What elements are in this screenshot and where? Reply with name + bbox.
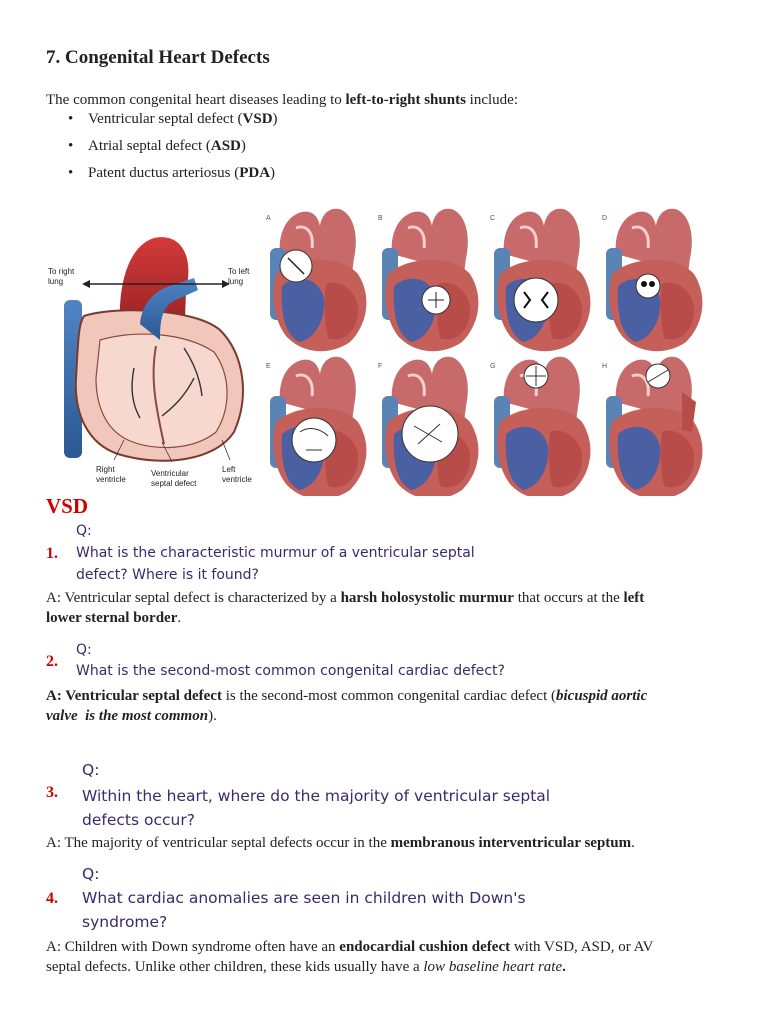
q3-number: 3.: [46, 784, 58, 801]
a3-bold: membranous interventricular septum: [390, 835, 632, 851]
bullet-text: ): [240, 138, 246, 154]
a1-bold-border: lower sternal border: [46, 610, 178, 626]
a4-text-line2: [46, 957, 736, 977]
heart-diagram: [44, 228, 256, 490]
label-to-right-lung-1: To right: [48, 267, 75, 276]
panel-label-g: G: [490, 363, 496, 370]
a2-mid: is the second-most common congenital cardiac defect (: [221, 688, 556, 704]
a4-bold: endocardial cushion defect: [339, 939, 511, 955]
defect-list: [60, 109, 278, 190]
vsd-panels: [262, 200, 724, 496]
bullet-bold: VSD: [242, 111, 273, 127]
label-to-left-lung-2: lung: [228, 277, 244, 286]
q3-label: Q:: [82, 761, 100, 779]
q1-line2: defect? Where is it found?: [76, 567, 259, 583]
list-item: [60, 109, 278, 136]
intro-bold: left-to-right shunts: [345, 92, 466, 108]
list-item: [60, 136, 278, 163]
q3-line2: defects occur?: [82, 811, 195, 829]
panel-b: [382, 209, 478, 351]
panel-label-f: F: [378, 363, 383, 370]
list-item: [60, 163, 278, 190]
q2-label: Q:: [76, 642, 92, 658]
a1-mid: that occurs at the: [513, 590, 624, 606]
a1-end: .: [177, 610, 182, 626]
bullet-text: Atrial septal defect (: [88, 138, 211, 154]
a2-text-line2: [46, 706, 217, 726]
section-heading-vsd: VSD: [46, 494, 89, 518]
bullet-text: Patent ductus arteriosus (: [88, 165, 240, 181]
a4-italic: low baseline heart rate: [423, 959, 563, 975]
a1-text-line2: [46, 608, 181, 628]
label-right-ventricle-2: ventricle: [96, 475, 126, 484]
label-left-ventricle-1: Left: [222, 465, 236, 474]
q1-label: Q:: [76, 523, 92, 539]
q4-line1: What cardiac anomalies are seen in children with Down's: [82, 889, 526, 907]
pointer-line: [222, 440, 230, 460]
panel-f: [382, 357, 478, 496]
panel-e: [270, 357, 366, 496]
a2-text: [46, 686, 726, 706]
bullet-text: ): [272, 111, 278, 127]
q1-line1: What is the characteristic murmur of a ventricular septal: [76, 545, 475, 561]
a4-mid: with VSD, ASD, or AV: [510, 939, 654, 955]
label-vsd-1: Ventricular: [151, 469, 189, 478]
panel-label-h: H: [602, 363, 608, 370]
q2-number: 2.: [46, 653, 58, 670]
q4-label: Q:: [82, 865, 100, 883]
page-title: 7. Congenital Heart Defects: [46, 47, 270, 68]
panel-h: [606, 357, 702, 496]
panel-a: [270, 209, 366, 351]
a3-text: [46, 833, 736, 853]
arrow-left-head: [82, 280, 90, 288]
panel-g: [494, 357, 590, 496]
a1-bold-left: left: [623, 590, 645, 606]
intro-pre: The common congenital heart diseases leading to: [46, 92, 346, 108]
a2-bold: A: Ventricular septal defect: [46, 688, 222, 704]
q3-line1: Within the heart, where do the majority of ventricular septal: [82, 787, 551, 805]
q4-line2: syndrome?: [82, 913, 168, 931]
panel-label-c: C: [490, 215, 496, 222]
a3-end: .: [631, 835, 635, 851]
panel-label-e: E: [266, 363, 271, 370]
a1-bold-murmur: harsh holosystolic murmur: [340, 590, 514, 606]
panel-d: [606, 209, 702, 351]
a4-end: .: [562, 959, 566, 975]
a4-line2-pre: septal defects. Unlike other children, these kids usually have a: [46, 959, 424, 975]
bullet-text: Ventricular septal defect (: [88, 111, 243, 127]
bullet-bold: ASD: [210, 138, 241, 154]
panel-label-d: D: [602, 215, 608, 222]
q4-number: 4.: [46, 890, 58, 907]
panel-c: [494, 209, 590, 351]
a2-end: ).: [208, 708, 217, 724]
label-left-ventricle-2: ventricle: [222, 475, 252, 484]
label-to-right-lung-2: lung: [48, 277, 64, 286]
label-to-left-lung-1: To left: [228, 267, 250, 276]
bullet-bold: PDA: [239, 165, 271, 181]
label-right-ventricle-1: Right: [96, 465, 115, 474]
a3-pre: A: The majority of ventricular septal defects occur in the: [46, 835, 391, 851]
q2-line1: What is the second-most common congenital cardiac defect?: [76, 663, 505, 679]
intro-post: include:: [465, 92, 518, 108]
panel-label-b: B: [378, 215, 383, 222]
q1-number: 1.: [46, 545, 58, 562]
a2-bold-italic-1: bicuspid aortic: [556, 688, 648, 704]
a4-text: [46, 937, 736, 957]
panel-label-a: A: [266, 215, 271, 222]
label-vsd-2: septal defect: [151, 479, 197, 488]
a1-pre: A: Ventricular septal defect is characterized by a: [46, 590, 341, 606]
a2-bold-italic-2: valve is the most common: [46, 708, 209, 724]
a1-text: [46, 588, 726, 608]
intro-text: [46, 90, 726, 110]
bullet-text: ): [270, 165, 276, 181]
a4-pre: A: Children with Down syndrome often have an: [46, 939, 340, 955]
